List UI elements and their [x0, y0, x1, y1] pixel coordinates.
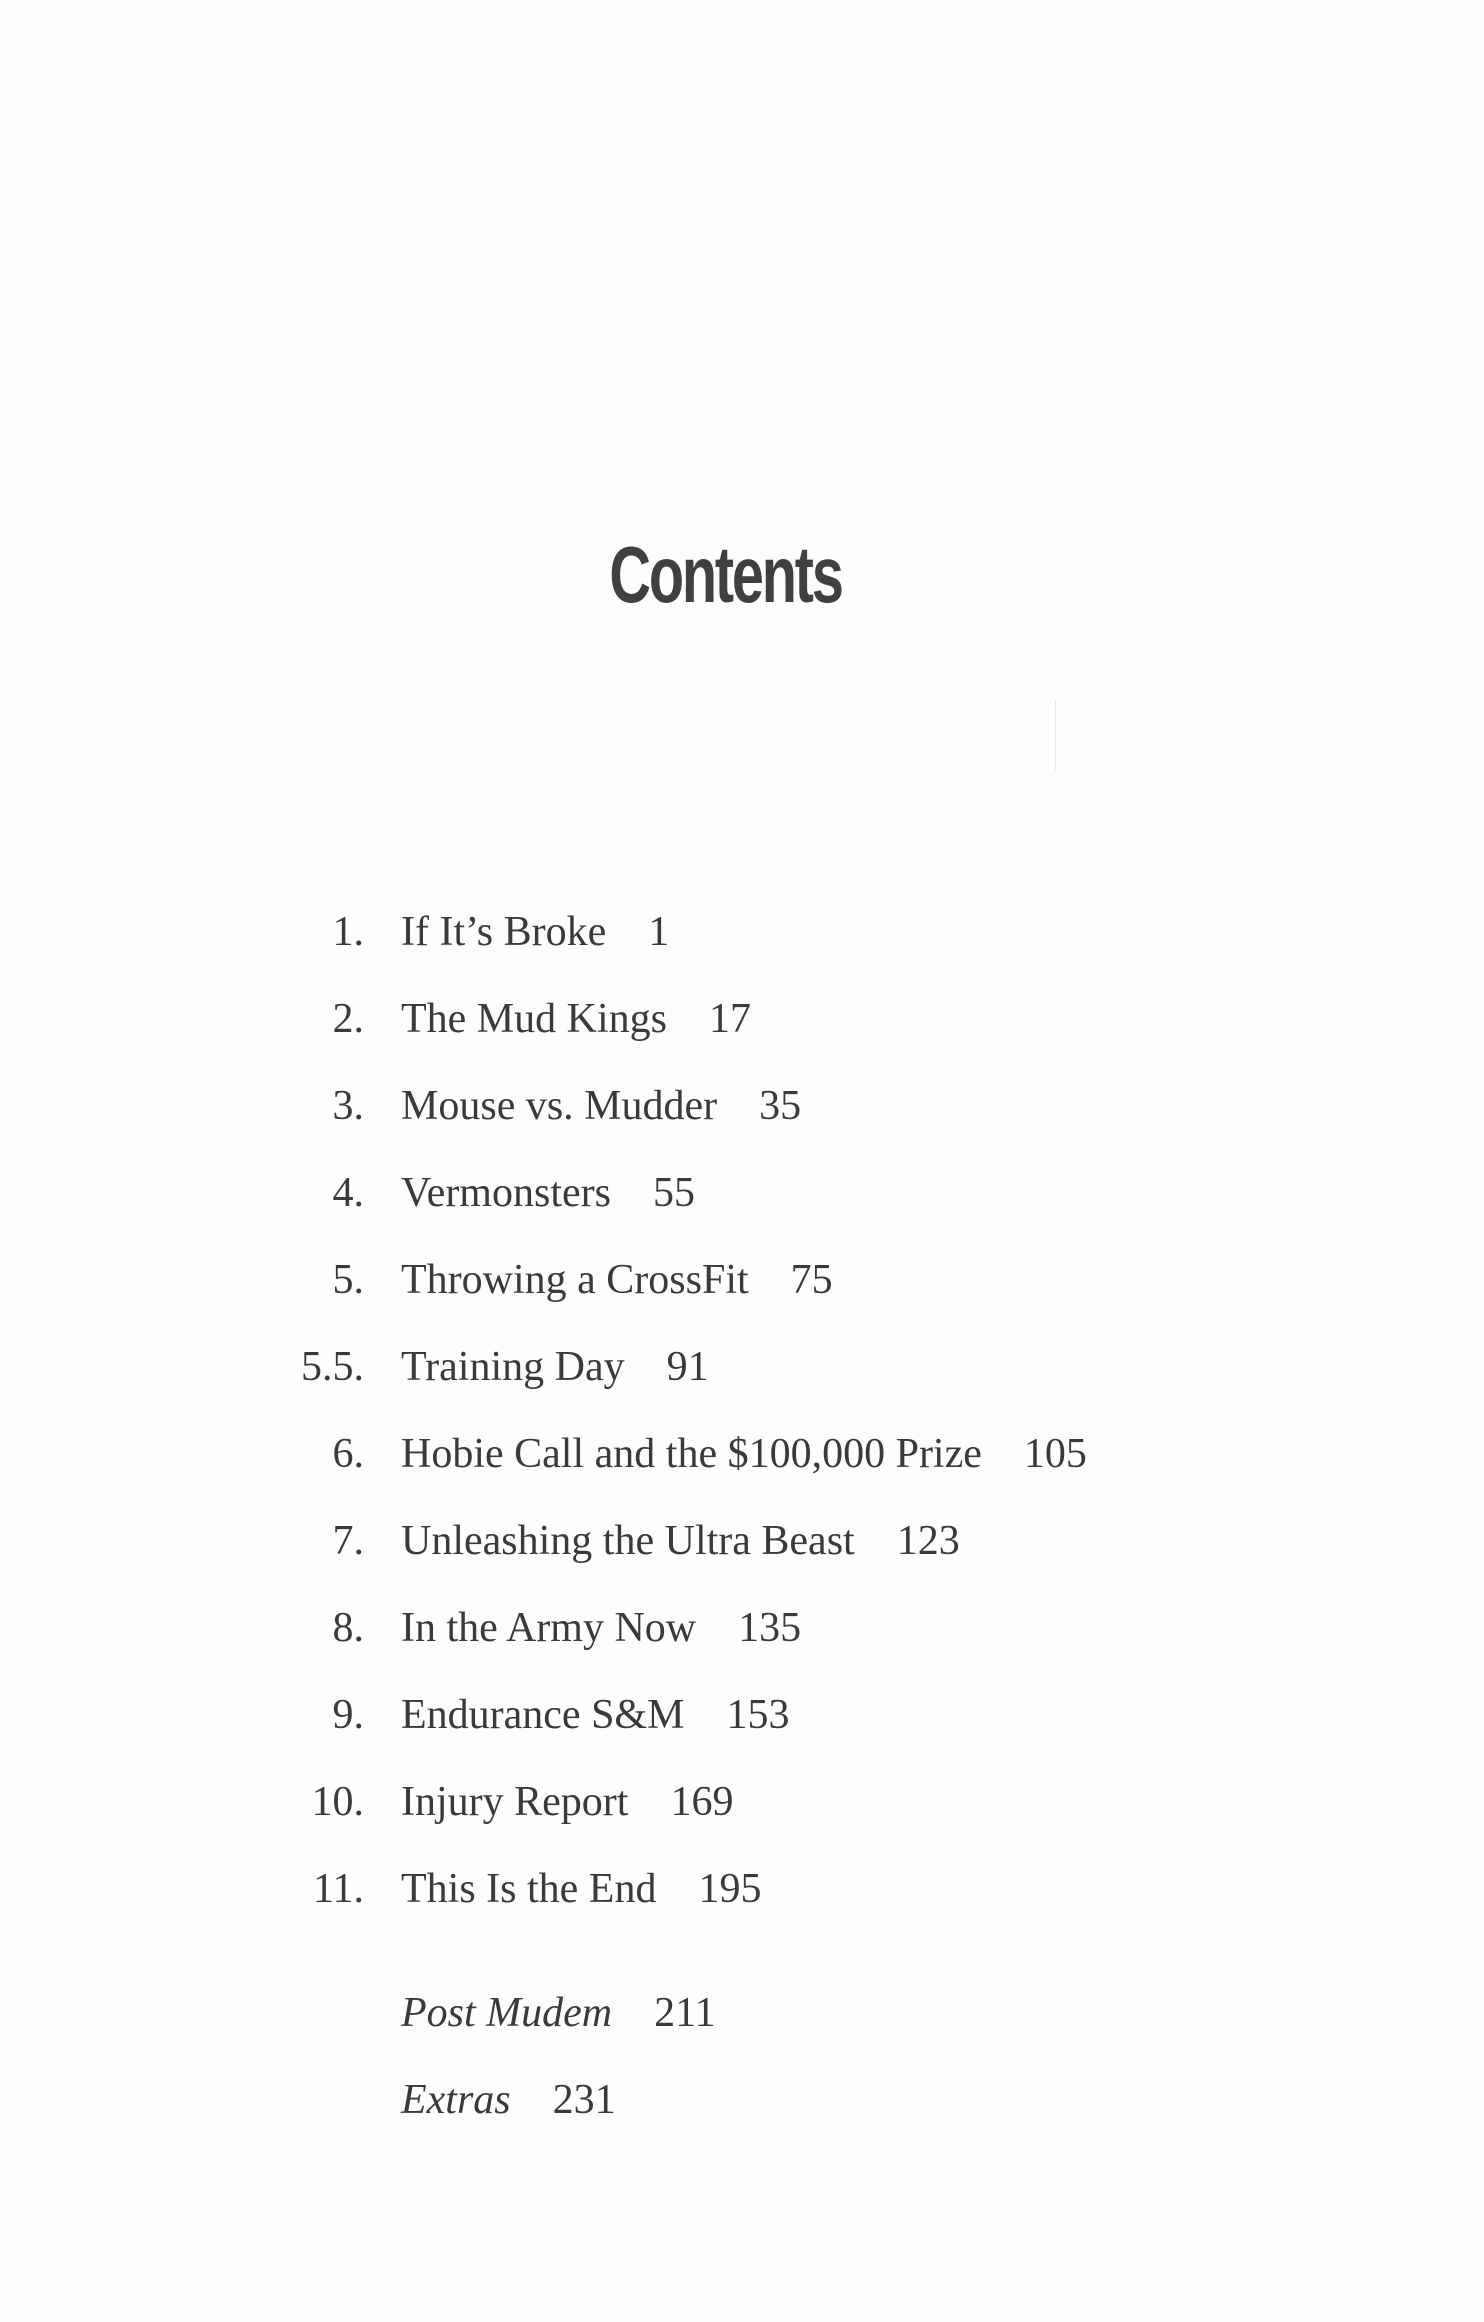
page-title: Contents: [609, 530, 842, 619]
toc-entry[interactable]: [0, 1163, 1484, 1223]
chapter-number: 4.: [332, 1170, 364, 1216]
page-number: 231: [552, 2077, 616, 2123]
chapter-title: The Mud Kings: [401, 996, 667, 1042]
page-number: 169: [670, 1779, 734, 1825]
chapter-title: Vermonsters: [401, 1170, 611, 1216]
page-number: 105: [1023, 1431, 1087, 1477]
chapter-title: In the Army Now: [401, 1605, 697, 1651]
toc-entry-back-matter[interactable]: [0, 1983, 1484, 2043]
chapter-number: 8.: [332, 1605, 364, 1651]
toc-entry[interactable]: [0, 902, 1484, 962]
page-number: 1: [648, 909, 670, 955]
page-number: 123: [896, 1518, 960, 1564]
toc-entry[interactable]: [0, 1076, 1484, 1136]
chapter-number: 10.: [311, 1779, 364, 1825]
chapter-number: 6.: [332, 1431, 364, 1477]
page-number: 55: [652, 1170, 695, 1216]
chapter-number: 1.: [332, 909, 364, 955]
page-number: 75: [790, 1257, 833, 1303]
chapter-number: 9.: [332, 1692, 364, 1738]
chapter-number: 7.: [332, 1518, 364, 1564]
toc-entry[interactable]: [0, 989, 1484, 1049]
chapter-number: 11.: [313, 1866, 364, 1912]
toc-entry[interactable]: [0, 1511, 1484, 1571]
page-number: 153: [726, 1692, 790, 1738]
page-number: 17: [709, 996, 751, 1042]
chapter-title: If It’s Broke: [401, 909, 607, 955]
page-number: 135: [738, 1605, 802, 1651]
section-title: Extras: [401, 2077, 511, 2123]
chapter-title: Throwing a CrossFit: [401, 1257, 749, 1303]
toc-entry[interactable]: [0, 1424, 1484, 1484]
scan-artifact: [1055, 700, 1056, 770]
toc-entry[interactable]: [0, 1337, 1484, 1397]
page-number: 91: [666, 1344, 709, 1390]
chapter-number: 2.: [332, 996, 364, 1042]
toc-entry[interactable]: [0, 1772, 1484, 1832]
chapter-title: Unleashing the Ultra Beast: [401, 1518, 855, 1564]
toc-entry[interactable]: [0, 1859, 1484, 1919]
page-number: 35: [759, 1083, 802, 1129]
page-number: 211: [654, 1990, 716, 2036]
toc-entry[interactable]: [0, 1250, 1484, 1310]
section-title: Post Mudem: [401, 1990, 613, 2036]
chapter-title: This Is the End: [401, 1866, 657, 1912]
chapter-number: 5.5.: [301, 1344, 364, 1390]
chapter-title: Hobie Call and the $100,000 Prize: [401, 1431, 982, 1477]
toc-entry[interactable]: [0, 1598, 1484, 1658]
chapter-title: Injury Report: [401, 1779, 629, 1825]
chapter-title: Mouse vs. Mudder: [401, 1083, 718, 1129]
page-number: 195: [698, 1866, 762, 1912]
chapter-number: 5.: [332, 1257, 364, 1303]
toc-entry[interactable]: [0, 1685, 1484, 1745]
toc-entry-back-matter[interactable]: [0, 2070, 1484, 2130]
chapter-title: Endurance S&M: [401, 1692, 685, 1738]
chapter-number: 3.: [332, 1083, 364, 1129]
chapter-title: Training Day: [401, 1344, 625, 1390]
